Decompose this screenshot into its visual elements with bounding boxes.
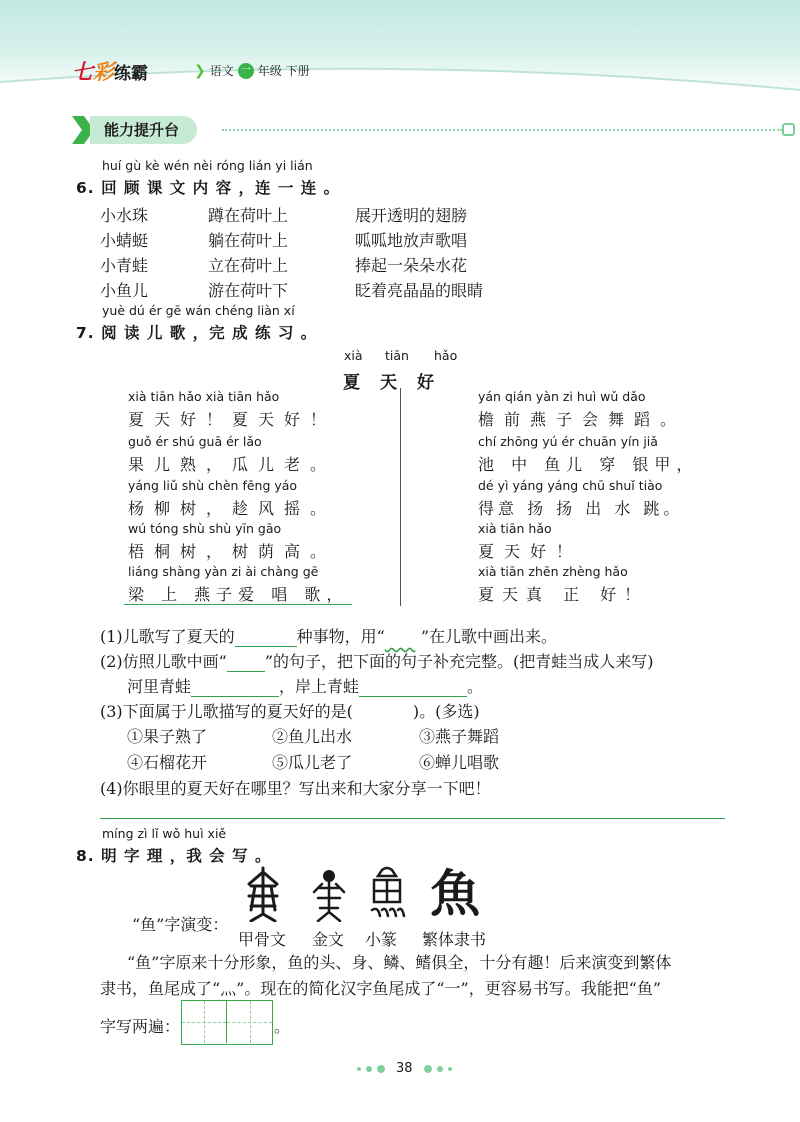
oracle-bone-fish-glyph [243, 866, 283, 922]
section-header [72, 116, 727, 144]
q8-paragraph-line: “鱼”字原来十分形象，鱼的头、身、鳞、鳍俱全，十分有趣！后来演变到繁体 [127, 953, 672, 972]
section-dotted-line [222, 129, 782, 131]
brand-logo: 七彩练霸 [72, 60, 148, 84]
q6-col2-item: 躺在荷叶上 [208, 231, 289, 250]
poem-left-pinyin: yáng liǔ shù chèn fēng yáo [128, 478, 298, 493]
poem-right-line: 檐前燕子会舞蹈。 [478, 410, 687, 429]
poem-column-divider [400, 388, 401, 606]
section-title: 能力提升台 [90, 116, 197, 144]
poem-right-line: 得意 扬 扬 出 水 跳。 [478, 499, 684, 518]
poem-underline-mark [124, 604, 352, 605]
q7-option: ⑤瓜儿老了 [272, 753, 353, 772]
grade-label: 年级 下册 [257, 64, 310, 78]
q8-pinyin: míng zì lǐ wǒ huì xiě [102, 826, 227, 841]
clerical-script-fish-glyph: 魚 [430, 864, 480, 923]
q7-sub2-blank-shore[interactable] [359, 679, 467, 697]
q7-option: ①果子熟了 [127, 727, 208, 746]
q7-sub1: (1)儿歌写了夏天的 种事物，用“ ”在儿歌中画出来。 [100, 627, 558, 646]
poem-left-pinyin: guǒ ér shú guā ér lǎo [128, 434, 262, 449]
script-name-label: 甲骨文 [238, 930, 287, 949]
q6-col3-item: 展开透明的翅膀 [355, 206, 468, 225]
q7-option: ④石榴花开 [127, 753, 208, 772]
subject-label: 语文 [209, 64, 234, 78]
script-name-label: 小篆 [365, 930, 398, 949]
poem-right-line: 夏天真 正 好！ [478, 585, 649, 604]
poem-left-line: 果儿熟，瓜儿老。 [128, 455, 337, 474]
q8-instruction: 明 字 理 ，我 会 写 。 [101, 847, 272, 865]
script-name-label: 金文 [312, 930, 345, 949]
q7-instruction: 阅 读 儿 歌 ，完 成 练 习 。 [101, 324, 318, 342]
poem-title-pinyin: tiān [385, 348, 409, 363]
q7-pinyin: yuè dú ér gē wán chéng liàn xí [102, 303, 295, 318]
footer-dot [437, 1066, 443, 1072]
page-number: 38 [396, 1061, 413, 1076]
q7-sub2-fill: 河里青蛙 ，岸上青蛙 。 [127, 677, 484, 696]
q6-col1-item: 小青蛙 [100, 256, 149, 275]
q6-col3-item: 眨着亮晶晶的眼睛 [355, 281, 484, 300]
q7-sub4: (4)你眼里的夏天好在哪里？写出来和大家分享一下吧！ [100, 779, 491, 798]
writing-grid[interactable] [181, 1000, 273, 1045]
poem-right-line: 夏天好！ [478, 542, 583, 561]
q6-col2-item: 蹲在荷叶上 [208, 206, 289, 225]
footer-dot [366, 1066, 372, 1072]
poem-left-line: 夏天好！夏天好！ [128, 410, 337, 429]
footer-dot [424, 1065, 432, 1073]
section-end-square [782, 123, 795, 136]
writing-grid-cell[interactable] [227, 1001, 272, 1043]
poem-left-line: 梁 上 燕子爱 唱 歌， [128, 585, 349, 604]
q8-paragraph-line: 隶书，鱼尾成了“灬”。现在的简化汉字鱼尾成了“一”，更容易书写。我能把“鱼” [100, 979, 662, 998]
q8-heading [76, 844, 271, 866]
q7-number: 7. [76, 324, 95, 342]
q7-heading [76, 321, 317, 343]
wavy-line-mark [385, 627, 421, 646]
q7-option: ②鱼儿出水 [272, 727, 353, 746]
q7-option: ③燕子舞蹈 [419, 727, 500, 746]
q7-sub2-blank-river[interactable] [191, 679, 279, 697]
footer-dot [377, 1065, 385, 1073]
poem-left-pinyin: wú tóng shù shù yīn gāo [128, 521, 282, 536]
q6-number: 6. [76, 179, 95, 197]
poem-right-pinyin: chí zhōng yú ér chuān yín jiǎ [478, 434, 658, 449]
q6-col2-item: 立在荷叶上 [208, 256, 289, 275]
q7-sub1-blank[interactable] [235, 629, 297, 647]
chevron-right-icon: ❯ [194, 62, 206, 79]
q6-col2-item: 游在荷叶下 [208, 281, 289, 300]
small-seal-fish-glyph [368, 866, 406, 922]
poem-left-pinyin: liáng shàng yàn zi ài chàng gē [128, 564, 319, 579]
poem-left-line: 梧桐树，树荫高。 [128, 542, 337, 561]
poem-right-pinyin: xià tiān zhēn zhèng hǎo [478, 564, 628, 579]
grade-badge: 一 [238, 63, 254, 79]
poem-right-line: 池 中 鱼儿 穿 银甲， [478, 455, 699, 474]
q6-col3-item: 呱呱地放声歌唱 [355, 231, 468, 250]
poem-title: 夏天好 [343, 373, 454, 393]
poem-title-pinyin: xià [344, 348, 363, 363]
q8-paragraph-line: 字写两遍： [100, 1017, 181, 1036]
footer-dot [357, 1067, 361, 1071]
poem-right-pinyin: dé yì yáng yáng chū shuǐ tiào [478, 478, 663, 493]
poem-right-pinyin: yán qián yàn zi huì wǔ dǎo [478, 389, 646, 404]
book-info [194, 62, 310, 79]
q8-paragraph-end: 。 [274, 1017, 291, 1036]
bronze-script-fish-glyph [310, 866, 348, 922]
q6-col3-item: 捧起一朵朵水花 [355, 256, 468, 275]
page-footer [357, 1061, 452, 1076]
straight-line-mark [227, 654, 265, 672]
q6-col1-item: 小水珠 [100, 206, 149, 225]
q7-sub2: (2)仿照儿歌中画“ ”的句子，把下面的句子补充完整。(把青蛙当成人来写) [100, 652, 654, 671]
poem-title-pinyin: hǎo [434, 348, 458, 363]
q6-col1-item: 小鱼儿 [100, 281, 149, 300]
q7-sub4-answer-line[interactable] [100, 818, 725, 819]
poem-left-line: 杨柳树，趁风摇。 [128, 499, 337, 518]
evolution-label: “鱼”字演变： [132, 915, 229, 934]
q6-pinyin: huí gù kè wén nèi róng lián yi lián [102, 158, 313, 173]
q7-option: ⑥蝉儿唱歌 [419, 753, 500, 772]
q7-sub3: (3)下面属于儿歌描写的夏天好的是( )。(多选) [100, 702, 480, 721]
poem-right-pinyin: xià tiān hǎo [478, 521, 552, 536]
q6-col1-item: 小蜻蜓 [100, 231, 149, 250]
q6-instruction: 回 顾 课 文 内 容 ，连 一 连 。 [101, 179, 341, 197]
q8-number: 8. [76, 847, 95, 865]
q6-heading [76, 176, 340, 198]
poem-left-pinyin: xià tiān hǎo xià tiān hǎo [128, 389, 280, 404]
footer-dot [448, 1067, 452, 1071]
script-name-label: 繁体隶书 [422, 930, 487, 949]
writing-grid-cell[interactable] [182, 1001, 227, 1043]
